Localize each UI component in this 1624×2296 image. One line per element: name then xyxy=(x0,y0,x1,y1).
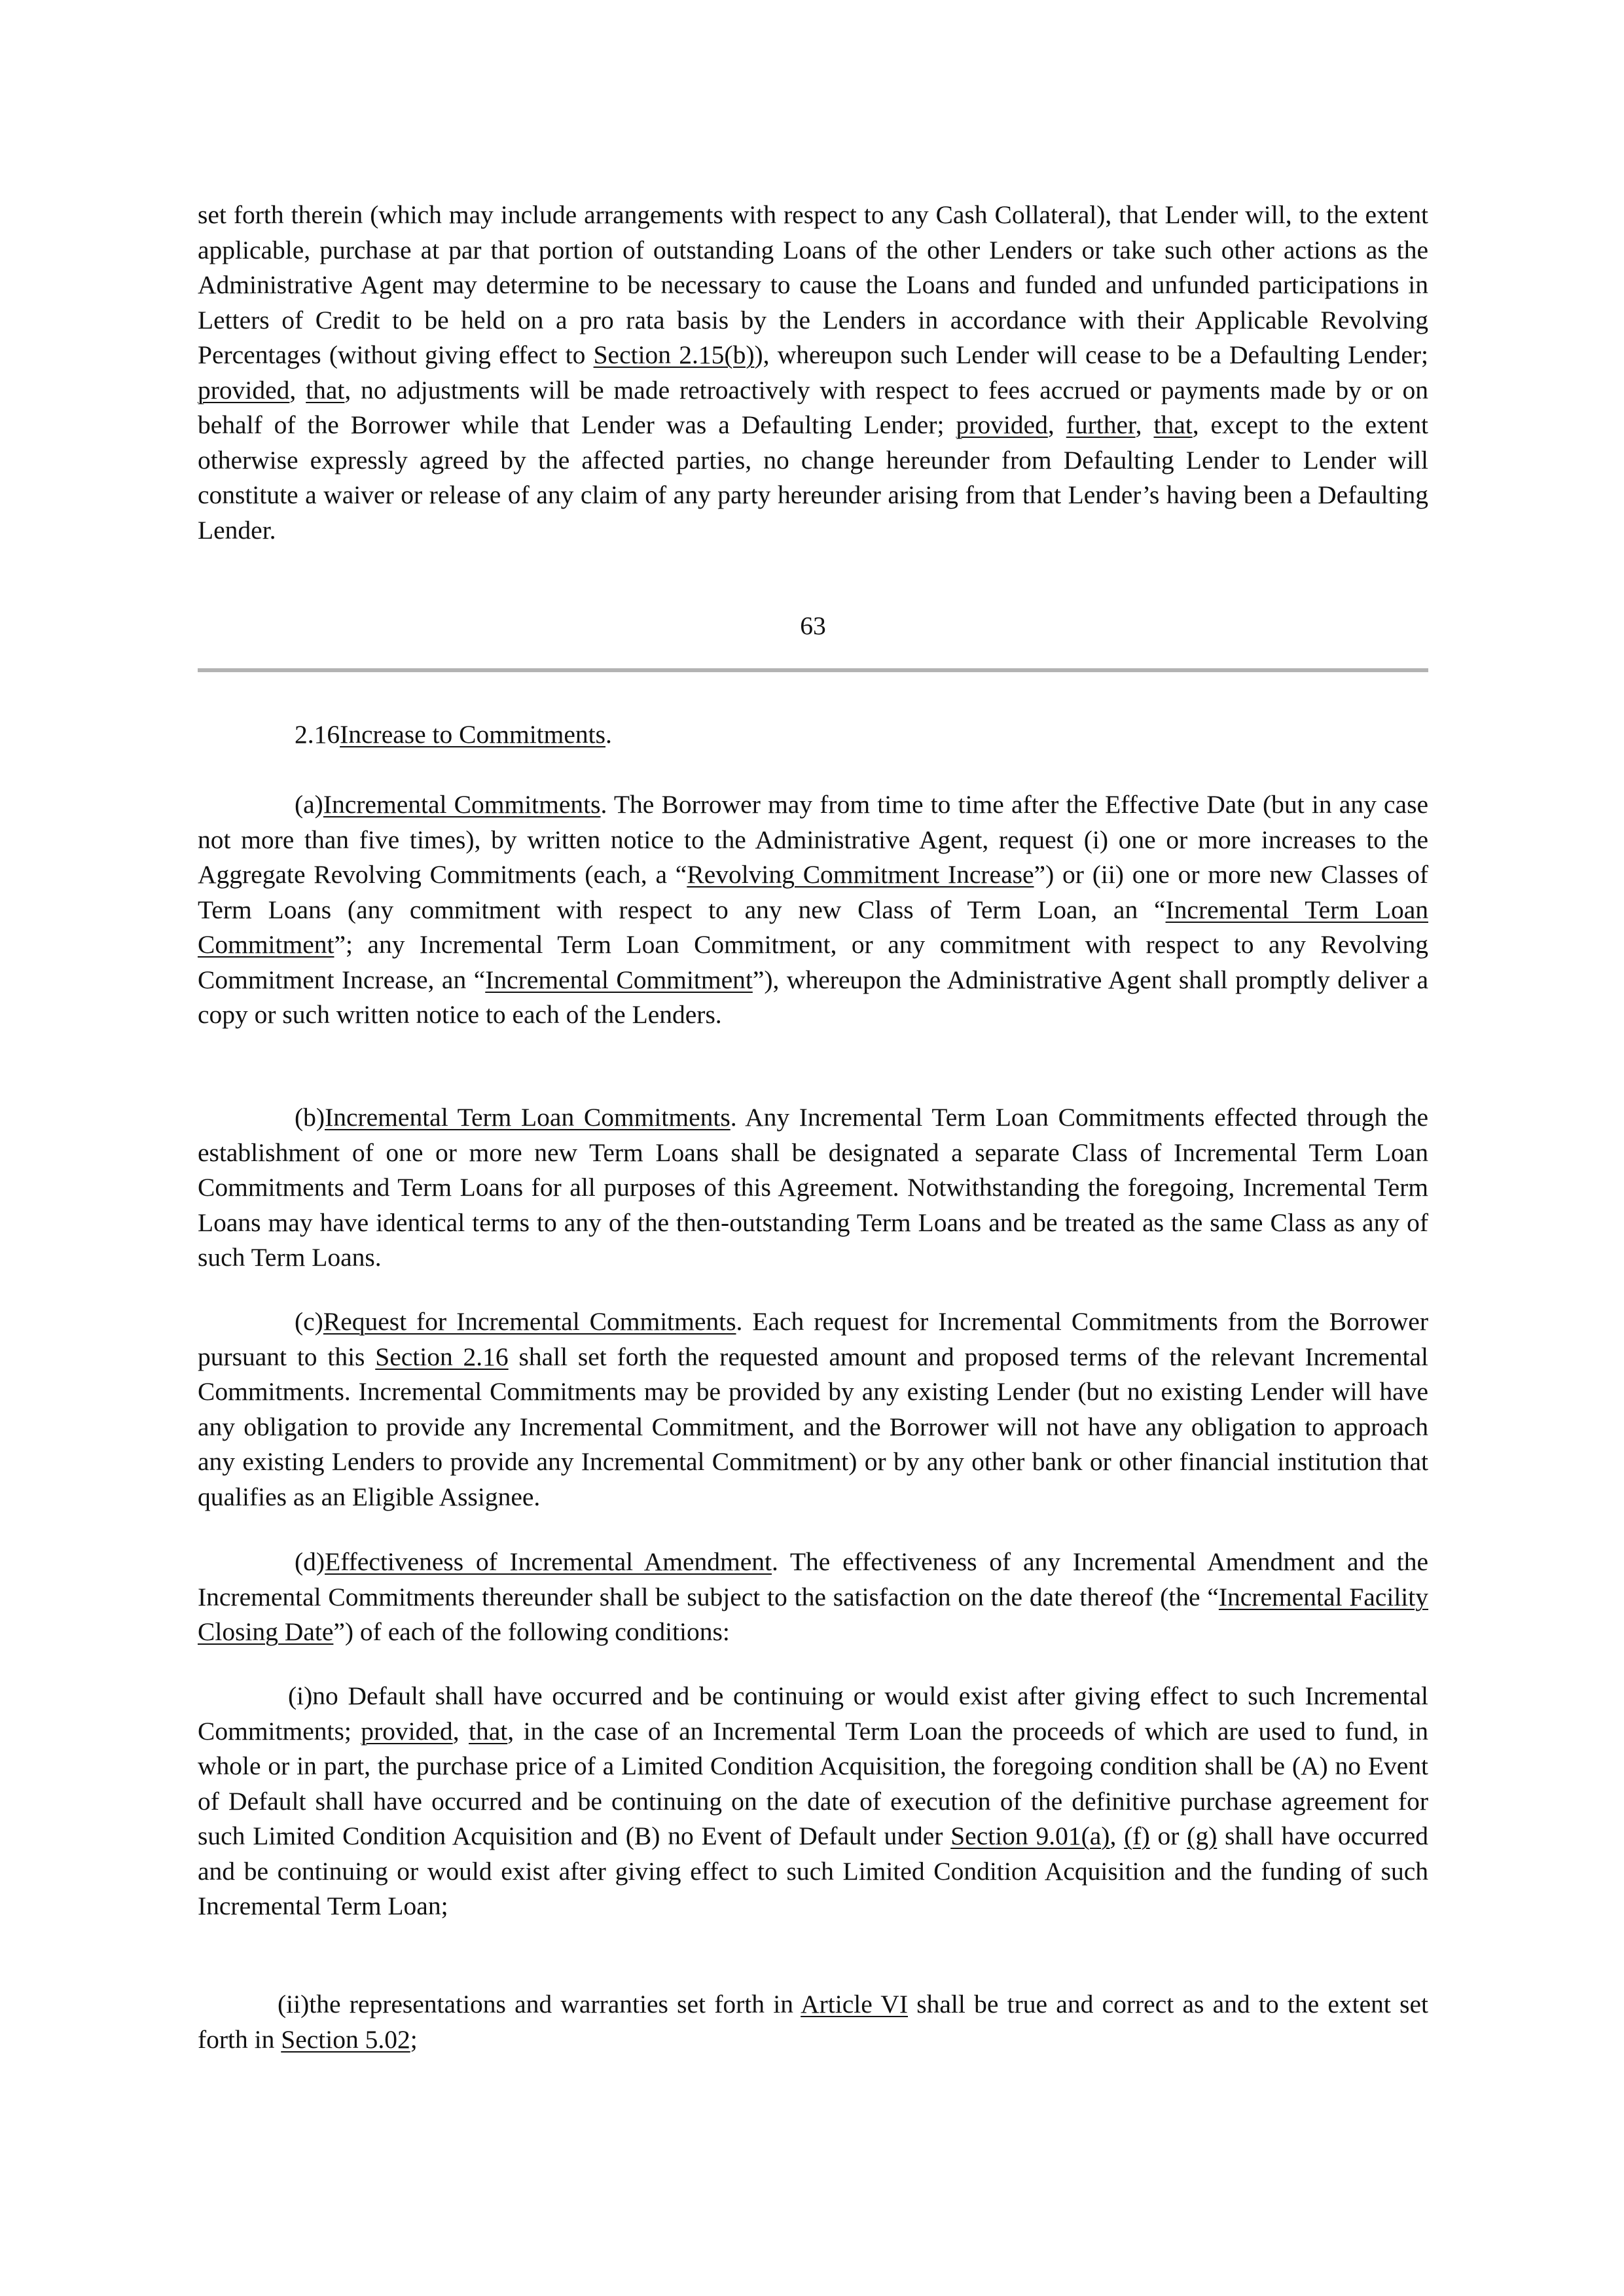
defined-term: Incremental Term Loan Commitments xyxy=(325,1103,731,1132)
defined-term: Request for Incremental Commitments xyxy=(323,1307,736,1336)
defined-term: Effectiveness of Incremental Amendment xyxy=(325,1547,772,1576)
that-term: that xyxy=(469,1716,508,1746)
defined-term: Incremental Commitment xyxy=(485,965,753,994)
page-number: 63 xyxy=(800,611,826,640)
section-heading: 2.16Increase to Commitments. xyxy=(295,720,612,749)
paragraph-a: (a)Incremental Commitments. The Borrower may from time to time after the Effective Date (but in any case not more than five times), by written notice to the Administrative Agent, request (i) one or more increases to the Aggregate Revolving Commitments (each, a “Revolving Commitment Increase”) or (ii) one or more new Classes of Term Loans (any commitment with respect to any new Class of Term Loan, an “Incremental Term Loan Commitment”; any Incremental Term Loan Commitment, or any commitment with respect to any Revolving Commitment Increase, an “Incremental Commitment”), whereupon the Administrative Agent shall promptly deliver a copy or such written notice to each of the Lenders. xyxy=(198,790,1429,1029)
provided-term: provided xyxy=(361,1716,453,1746)
clause-ref-f: (f) xyxy=(1124,1821,1150,1850)
paragraph-ii: (ii)the representations and warranties set forth in Article VI shall be true and correct as and to the extent set forth in Section 5.02; xyxy=(198,1990,1428,2054)
paragraph-label: (ii) xyxy=(278,1990,310,2018)
paragraph-label: (b) xyxy=(295,1103,325,1132)
section-ref-2-15-b: Section 2.15(b) xyxy=(593,340,755,369)
continuation-paragraph: set forth therein (which may include arrangements with respect to any Cash Collateral), that Lender will, to the extent applicable, purchase at par that portion of outstanding Loans of the other Lenders or take such other actions as the Administrative Agent may determine to be necessary to cause the Loans and funded and unfunded participations in Letters of Credit to be held on a pro rata basis by the Lenders in accordance with their Applicable Revolving Percentages (without giving effect to Section 2.15(b)), whereupon such Lender will cease to be a Defaulting Lender; provided, that, no adjustments will be made retroactively with respect to fees accrued or payments made by or on behalf of the Borrower while that Lender was a Defaulting Lender; provided, further, that, except to the extent otherwise expressly agreed by the affected parties, no change hereunder from Defaulting Lender to Lender will constitute a waiver or release of any claim of any party hereunder arising from that Lender’s having been a Defaulting Lender. xyxy=(198,200,1429,545)
paragraph-i: (i)no Default shall have occurred and be continuing or would exist after giving effect to such Incremental Commitments; provided, that, in the case of an Incremental Term Loan the proceeds of which are used to fund, in whole or in part, the purchase price of a Limited Condition Acquisition, the foregoing condition shall be (A) no Event of Default shall have occurred and be continuing on the date of execution of the definitive purchase agreement for such Limited Condition Acquisition and (B) no Event of Default under Section 9.01(a), (f) or (g) shall have occurred and be continuing or would exist after giving effect to such Limited Condition Acquisition and the funding of such Incremental Term Loan; xyxy=(198,1681,1429,1920)
defined-term: Revolving Commitment Increase xyxy=(687,860,1034,889)
paragraph-d: (d)Effectiveness of Incremental Amendment. The effectiveness of any Incremental Amendment and the Incremental Commitments thereunder shall be subject to the satisfaction on the date thereof (the “Incremental Facility Closing Date”) of each of the following conditions: xyxy=(198,1547,1428,1646)
further-term: further xyxy=(1066,410,1136,439)
paragraph-c: (c)Request for Incremental Commitments. Each request for Incremental Commitments from the Borrower pursuant to this Section 2.16 shall set forth the requested amount and proposed terms of the relevant Incremental Commitments. Incremental Commitments may be provided by any existing Lender (but no existing Lender will have any obligation to provide any Incremental Commitment, and the Borrower will not have any obligation to approach any existing Lenders to provide any Incremental Commitment) or by any other bank or other financial institution that qualifies as an Eligible Assignee. xyxy=(198,1307,1428,1511)
section-title: Increase to Commitments xyxy=(340,720,606,749)
section-ref-5-02: Section 5.02 xyxy=(281,2024,410,2054)
paragraph-label: (d) xyxy=(295,1547,325,1576)
provided-term: provided xyxy=(198,375,290,404)
paragraph-label: (i) xyxy=(288,1681,313,1710)
paragraph-label: (a) xyxy=(295,790,323,819)
that-term: that xyxy=(306,375,345,404)
page-divider xyxy=(198,668,1428,672)
clause-ref-g: (g) xyxy=(1187,1821,1218,1850)
paragraph-b: (b)Incremental Term Loan Commitments. Any Incremental Term Loan Commitments effected through the establishment of one or more new Term Loans shall be designated a separate Class of Incremental Term Loan Commitments and Term Loans for all purposes of this Agreement. Notwithstanding the foregoing, Incremental Term Loans may have identical terms to any of the then-outstanding Term Loans and be treated as the same Class as any of such Term Loans. xyxy=(198,1103,1429,1272)
provided-term: provided xyxy=(956,410,1048,439)
section-ref-2-16: Section 2.16 xyxy=(375,1342,509,1371)
defined-term: Incremental Term Loan Commitment xyxy=(198,895,1428,959)
defined-term: Incremental Facility Closing Date xyxy=(198,1582,1428,1646)
paragraph-label: (c) xyxy=(295,1307,323,1336)
defined-term: Incremental Commitments xyxy=(323,790,601,819)
that-term: that xyxy=(1153,410,1193,439)
section-number: 2.16 xyxy=(295,720,340,749)
article-ref-vi: Article VI xyxy=(801,1990,908,2018)
section-ref-9-01-a: Section 9.01(a) xyxy=(950,1821,1110,1850)
